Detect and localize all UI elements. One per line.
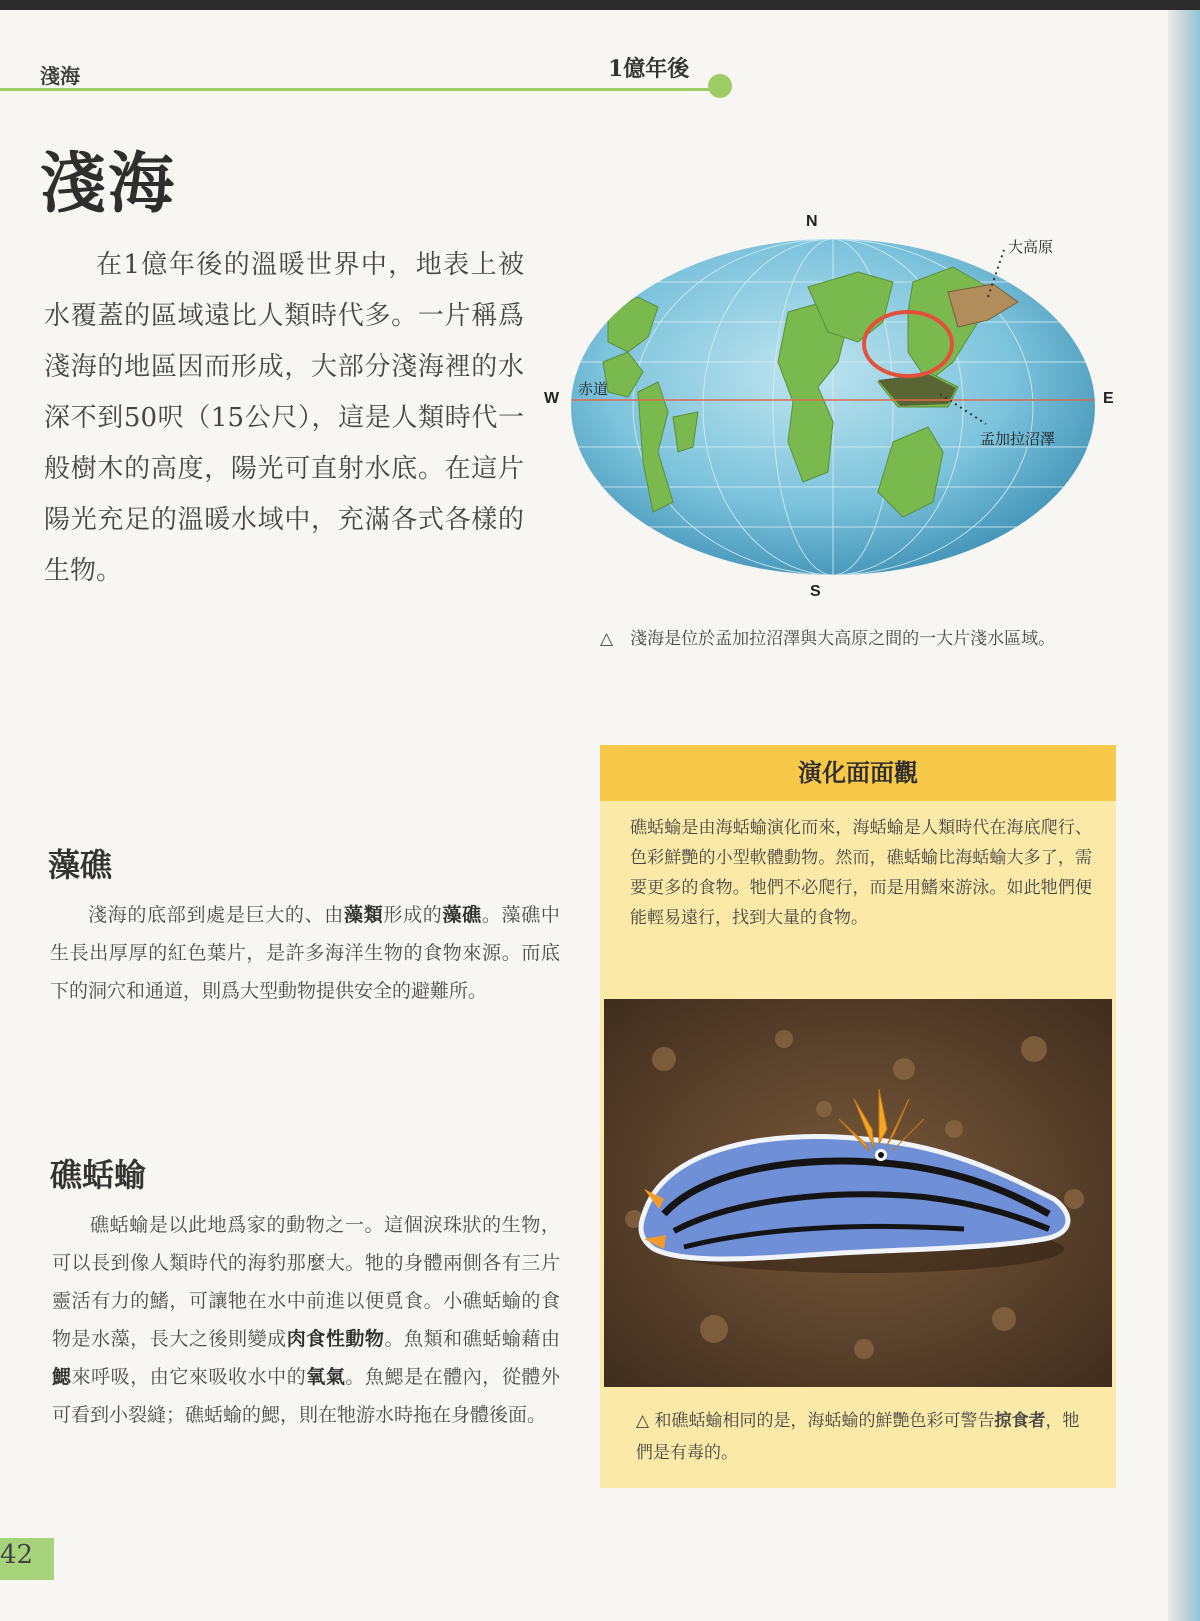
evolution-box: [600, 745, 1116, 1488]
world-map: [544, 212, 1118, 602]
evolution-box-text: 礁蛞蝓是由海蛞蝓演化而來，海蛞蝓是人類時代在海底爬行、色彩鮮艷的小型軟體動物。然而，礁蛞蝓比海蛞蝓大多了，需要更多的食物。牠們不必爬行，而是用鰭來游泳。如此牠們便能輕易遠行，找到大量的食物。: [630, 818, 1092, 928]
plateau-label: 大高原: [1008, 238, 1054, 256]
equator-label: 赤道: [578, 380, 609, 398]
intro-paragraph: 在1億年後的溫暖世界中，地表上被水覆蓋的區域遠比人類時代多。一片稱爲淺海的地區因而形成，大部分淺海裡的水深不到50呎（15公尺），這是人類時代一般樹木的高度，陽光可直射水底。在這片陽光充足的溫暖水域中，充滿各式各樣的生物。: [44, 250, 524, 586]
sea-slug-photo: [604, 999, 1112, 1387]
map-caption: △ 淺海是位於孟加拉沼澤與大高原之間的一大片淺水區域。: [600, 629, 1056, 649]
reef-heading: 藻礁: [48, 846, 113, 884]
evolution-box-title: 演化面面觀: [798, 759, 918, 787]
page-edge: [1168, 10, 1200, 1621]
south-label: S: [810, 583, 821, 600]
header-rule: [0, 88, 710, 91]
west-label: W: [544, 390, 560, 407]
north-label: N: [806, 213, 818, 230]
east-label: E: [1103, 390, 1114, 407]
header-dot: [708, 74, 732, 98]
top-band: [0, 0, 1200, 10]
slug-heading: 礁蛞蝓: [50, 1156, 147, 1194]
photo-caption: △ 和礁蛞蝓相同的是，海蛞蝓的鮮艷色彩可警告掠食者，牠們是有毒的。: [636, 1411, 1080, 1463]
page-title: 淺海: [40, 145, 176, 222]
running-header-section: 淺海: [40, 64, 80, 88]
swamp-label: 孟加拉沼澤: [980, 430, 1056, 448]
slug-paragraph: 礁蛞蝓是以此地爲家的動物之一。這個淚珠狀的生物，可以長到像人類時代的海豹那麼大。牠的身體兩側各有三片靈活有力的鰭，可讓牠在水中前進以便覓食。小礁蛞蝓的食物是水藻，長大之後則變成肉食性動物。魚類和礁蛞蝓藉由鰓來呼吸，由它來吸收水中的氧氣。魚鰓是在體內，從體外可看到小裂縫；礁蛞蝓的鰓，則在牠游水時拖在身體後面。: [52, 1214, 560, 1426]
reef-paragraph: 淺海的底部到處是巨大的、由藻類形成的藻礁。藻礁中生長出厚厚的紅色葉片，是許多海洋生物的食物來源。而底下的洞穴和通道，則爲大型動物提供安全的避難所。: [50, 904, 560, 1002]
running-header-era: 1億年後: [608, 56, 690, 82]
page-number: 42: [0, 1540, 34, 1570]
